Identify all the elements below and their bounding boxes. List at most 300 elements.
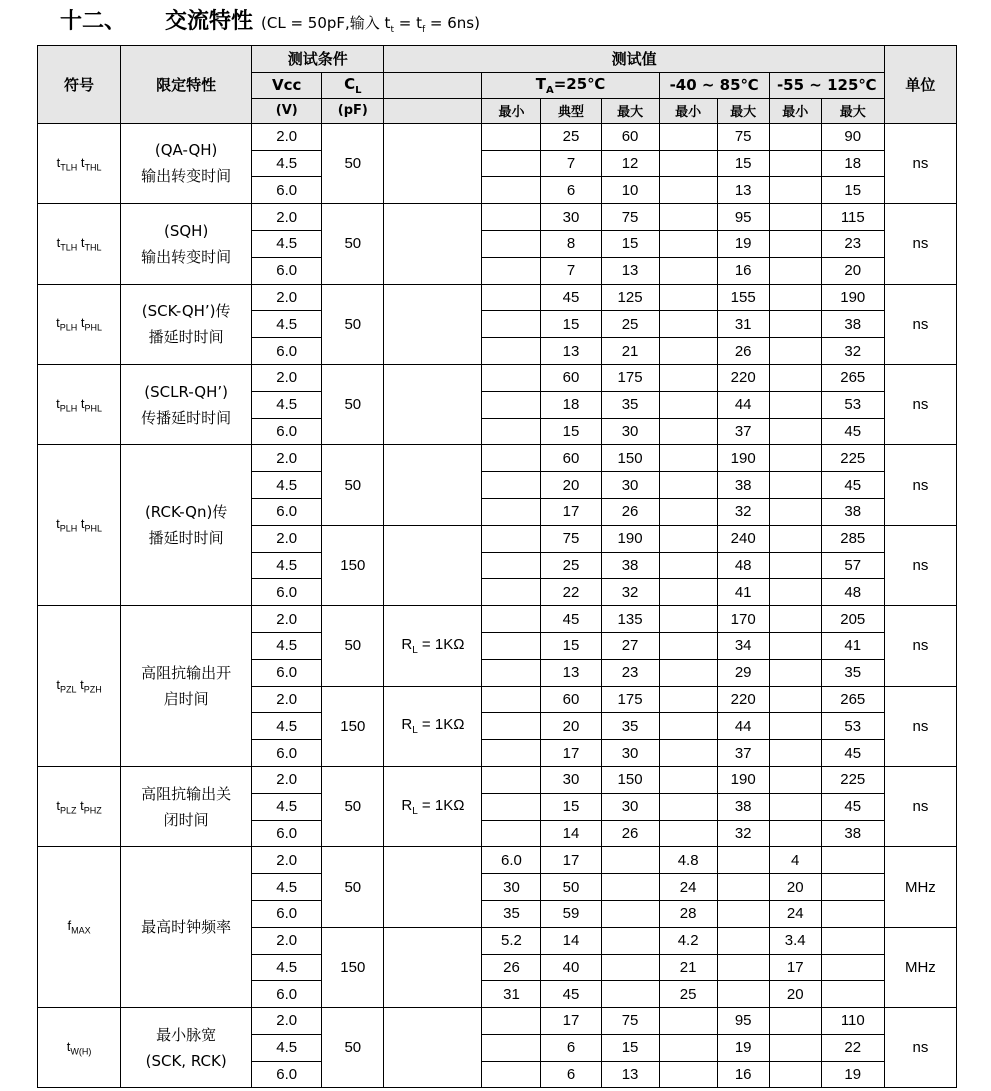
header-characteristic: 限定特性 xyxy=(121,46,252,124)
table-row xyxy=(38,445,957,472)
ta25-typ-cell: 59 xyxy=(541,900,601,927)
ta25-typ-cell: 25 xyxy=(541,123,601,150)
r125-max-cell: 19 xyxy=(821,1061,884,1088)
ta25-min-cell xyxy=(482,1008,541,1035)
vcc-cell: 2.0 xyxy=(252,766,322,793)
condition-cell: $R_L = 1K\Omega$ xyxy=(384,766,482,846)
r85-min-cell xyxy=(659,338,717,365)
header-min: 最小 xyxy=(769,98,821,123)
r85-min-cell xyxy=(659,740,717,767)
r85-min-cell xyxy=(659,418,717,445)
condition-cell xyxy=(384,284,482,364)
r85-min-cell xyxy=(659,472,717,499)
ta25-min-cell xyxy=(482,552,541,579)
r85-min-cell xyxy=(659,150,717,177)
vcc-cell: 6.0 xyxy=(252,900,322,927)
condition-cell xyxy=(384,1008,482,1088)
ta25-max-cell: 75 xyxy=(601,1008,659,1035)
vcc-cell: 2.0 xyxy=(252,686,322,713)
r125-max-cell: 48 xyxy=(821,579,884,606)
vcc-cell: 4.5 xyxy=(252,632,322,659)
vcc-cell: 6.0 xyxy=(252,338,322,365)
vcc-cell: 6.0 xyxy=(252,257,322,284)
r85-max-cell: 29 xyxy=(717,659,769,686)
ta25-min-cell xyxy=(482,632,541,659)
r125-min-cell xyxy=(769,284,821,311)
ta25-max-cell xyxy=(601,981,659,1008)
r125-max-cell: 45 xyxy=(821,740,884,767)
r125-max-cell: 38 xyxy=(821,820,884,847)
vcc-cell: 2.0 xyxy=(252,606,322,633)
r125-min-cell xyxy=(769,472,821,499)
vcc-cell: 2.0 xyxy=(252,927,322,954)
condition-cell xyxy=(384,847,482,927)
condition-cell xyxy=(384,525,482,605)
vcc-cell: 4.5 xyxy=(252,1034,322,1061)
ta25-min-cell xyxy=(482,391,541,418)
cl-cell: 150 xyxy=(322,927,384,1007)
r85-max-cell: 75 xyxy=(717,123,769,150)
r85-min-cell xyxy=(659,391,717,418)
ta25-min-cell: 35 xyxy=(482,900,541,927)
vcc-cell: 4.5 xyxy=(252,713,322,740)
ta25-min-cell xyxy=(482,150,541,177)
r85-max-cell: 32 xyxy=(717,820,769,847)
characteristic-cell: (SQH) 输出转变时间 xyxy=(121,204,252,284)
ta25-max-cell: 75 xyxy=(601,204,659,231)
r125-min-cell: 20 xyxy=(769,874,821,901)
condition-cell xyxy=(384,123,482,203)
table-row xyxy=(38,364,957,391)
cl-cell: 50 xyxy=(322,204,384,284)
ta25-max-cell: 35 xyxy=(601,391,659,418)
r85-min-cell xyxy=(659,1008,717,1035)
r85-min-cell: 4.2 xyxy=(659,927,717,954)
r85-max-cell: 44 xyxy=(717,391,769,418)
ta25-typ-cell: 45 xyxy=(541,284,601,311)
ta25-max-cell: 30 xyxy=(601,418,659,445)
cl-cell: 50 xyxy=(322,123,384,203)
symbol-cell: $f_{MAX}$ xyxy=(38,847,121,1008)
condition-cell xyxy=(384,364,482,444)
ta25-typ-cell: 25 xyxy=(541,552,601,579)
ta25-max-cell xyxy=(601,927,659,954)
cl-cell: 50 xyxy=(322,284,384,364)
header-vcc-unit: (V) xyxy=(252,98,322,123)
r125-max-cell: 41 xyxy=(821,632,884,659)
r125-min-cell xyxy=(769,606,821,633)
header-cl: $C_L$ xyxy=(322,72,384,98)
ta25-max-cell: 30 xyxy=(601,472,659,499)
vcc-cell: 2.0 xyxy=(252,1008,322,1035)
ta25-typ-cell: 17 xyxy=(541,847,601,874)
r85-max-cell: 16 xyxy=(717,257,769,284)
ta25-min-cell xyxy=(482,204,541,231)
r85-max-cell: 240 xyxy=(717,525,769,552)
ta25-typ-cell: 15 xyxy=(541,311,601,338)
ta25-min-cell xyxy=(482,284,541,311)
r85-min-cell xyxy=(659,445,717,472)
unit-cell: MHz xyxy=(884,927,956,1007)
unit-cell: ns xyxy=(884,606,956,686)
r85-min-cell xyxy=(659,686,717,713)
symbol-cell: $t_{PLH}$ $t_{PHL}$ xyxy=(38,445,121,606)
ta25-typ-cell: 6 xyxy=(541,1034,601,1061)
ta25-typ-cell: 60 xyxy=(541,686,601,713)
header-max: 最大 xyxy=(601,98,659,123)
header-blank xyxy=(384,98,482,123)
cl-cell: 50 xyxy=(322,847,384,927)
symbol-cell: $t_{PLH}$ $t_{PHL}$ xyxy=(38,284,121,364)
ta25-typ-cell: 22 xyxy=(541,579,601,606)
r85-max-cell: 31 xyxy=(717,311,769,338)
r125-min-cell xyxy=(769,204,821,231)
symbol-cell: $t_{TLH}$ $t_{THL}$ xyxy=(38,123,121,203)
ta25-max-cell: 26 xyxy=(601,498,659,525)
characteristic-cell: (QA-QH) 输出转变时间 xyxy=(121,123,252,203)
vcc-cell: 6.0 xyxy=(252,498,322,525)
header-vcc: Vcc xyxy=(252,72,322,98)
header-min: 最小 xyxy=(659,98,717,123)
r85-min-cell xyxy=(659,1034,717,1061)
cl-cell: 50 xyxy=(322,364,384,444)
ta25-typ-cell: 30 xyxy=(541,204,601,231)
r85-max-cell xyxy=(717,900,769,927)
header-cl-unit: (pF) xyxy=(322,98,384,123)
symbol-cell: $t_{PLH}$ $t_{PHL}$ xyxy=(38,364,121,444)
r85-max-cell: 95 xyxy=(717,204,769,231)
r85-min-cell: 25 xyxy=(659,981,717,1008)
r125-max-cell xyxy=(821,874,884,901)
symbol-cell: $t_{PLZ}$ $t_{PHZ}$ xyxy=(38,766,121,846)
r85-min-cell xyxy=(659,257,717,284)
r125-min-cell xyxy=(769,150,821,177)
r85-max-cell: 19 xyxy=(717,230,769,257)
ta25-typ-cell: 75 xyxy=(541,525,601,552)
ta25-min-cell xyxy=(482,820,541,847)
r125-max-cell xyxy=(821,847,884,874)
ta25-min-cell xyxy=(482,418,541,445)
r125-min-cell xyxy=(769,1034,821,1061)
ta25-max-cell: 15 xyxy=(601,230,659,257)
ta25-max-cell: 135 xyxy=(601,606,659,633)
table-row xyxy=(38,204,957,231)
r125-min-cell xyxy=(769,820,821,847)
symbol-cell: $t_{TLH}$ $t_{THL}$ xyxy=(38,204,121,284)
ta25-min-cell: 6.0 xyxy=(482,847,541,874)
ta25-typ-cell: 60 xyxy=(541,364,601,391)
header-test-conditions: 测试条件 xyxy=(252,46,384,73)
r125-min-cell xyxy=(769,311,821,338)
r85-min-cell xyxy=(659,364,717,391)
header-test-values: 测试值 xyxy=(384,46,884,73)
ta25-max-cell: 190 xyxy=(601,525,659,552)
ta25-typ-cell: 13 xyxy=(541,659,601,686)
symbol-cell: $t_{PZL}$ $t_{PZH}$ xyxy=(38,606,121,767)
r85-max-cell: 37 xyxy=(717,418,769,445)
ta25-typ-cell: 17 xyxy=(541,1008,601,1035)
vcc-cell: 4.5 xyxy=(252,874,322,901)
ta25-min-cell xyxy=(482,579,541,606)
vcc-cell: 4.5 xyxy=(252,311,322,338)
r125-min-cell: 4 xyxy=(769,847,821,874)
vcc-cell: 4.5 xyxy=(252,552,322,579)
r125-min-cell xyxy=(769,364,821,391)
ta25-max-cell: 150 xyxy=(601,445,659,472)
ta25-typ-cell: 30 xyxy=(541,766,601,793)
r125-min-cell xyxy=(769,257,821,284)
r85-max-cell: 155 xyxy=(717,284,769,311)
r125-min-cell xyxy=(769,418,821,445)
unit-cell: ns xyxy=(884,204,956,284)
r85-min-cell xyxy=(659,230,717,257)
r125-max-cell: 53 xyxy=(821,391,884,418)
r85-min-cell xyxy=(659,311,717,338)
cl-cell: 50 xyxy=(322,445,384,525)
r85-min-cell xyxy=(659,123,717,150)
r85-max-cell xyxy=(717,927,769,954)
header-range-85: -40 ~ 85℃ xyxy=(659,72,769,98)
r125-min-cell xyxy=(769,445,821,472)
characteristic-cell: 高阻抗输出关 闭时间 xyxy=(121,766,252,846)
r85-min-cell xyxy=(659,820,717,847)
section-title: 交流特性 xyxy=(165,9,254,34)
condition-cell xyxy=(384,204,482,284)
characteristic-cell: 高阻抗输出开 启时间 xyxy=(121,606,252,767)
r85-min-cell: 28 xyxy=(659,900,717,927)
r85-max-cell: 220 xyxy=(717,686,769,713)
header-unit: 单位 xyxy=(884,46,956,124)
r85-max-cell: 190 xyxy=(717,445,769,472)
r125-min-cell xyxy=(769,177,821,204)
r85-min-cell xyxy=(659,525,717,552)
ta25-max-cell xyxy=(601,900,659,927)
ta25-max-cell xyxy=(601,874,659,901)
ta25-min-cell xyxy=(482,498,541,525)
r85-max-cell: 44 xyxy=(717,713,769,740)
ta25-max-cell: 32 xyxy=(601,579,659,606)
ta25-typ-cell: 15 xyxy=(541,632,601,659)
r125-min-cell xyxy=(769,659,821,686)
ta25-max-cell xyxy=(601,847,659,874)
r85-min-cell xyxy=(659,606,717,633)
ta25-min-cell xyxy=(482,793,541,820)
ta25-max-cell: 25 xyxy=(601,311,659,338)
r85-min-cell xyxy=(659,1061,717,1088)
characteristic-cell: 最小脉宽 (SCK, RCK) xyxy=(121,1008,252,1088)
characteristic-cell: 最高时钟频率 xyxy=(121,847,252,1008)
r85-max-cell xyxy=(717,874,769,901)
r85-max-cell: 15 xyxy=(717,150,769,177)
r125-max-cell xyxy=(821,927,884,954)
r85-max-cell: 38 xyxy=(717,793,769,820)
ta25-max-cell: 13 xyxy=(601,257,659,284)
vcc-cell: 6.0 xyxy=(252,820,322,847)
test-condition-note: (CL = 50pF,输入 $t_t = t_f = 6ns$) xyxy=(261,14,480,35)
vcc-cell: 2.0 xyxy=(252,847,322,874)
ta25-max-cell: 30 xyxy=(601,793,659,820)
r85-max-cell: 170 xyxy=(717,606,769,633)
vcc-cell: 6.0 xyxy=(252,177,322,204)
r85-min-cell: 4.8 xyxy=(659,847,717,874)
r125-max-cell: 110 xyxy=(821,1008,884,1035)
characteristic-cell: (RCK-Qn)传 播延时时间 xyxy=(121,445,252,606)
vcc-cell: 6.0 xyxy=(252,1061,322,1088)
ta25-typ-cell: 13 xyxy=(541,338,601,365)
header-max: 最大 xyxy=(821,98,884,123)
r125-max-cell: 20 xyxy=(821,257,884,284)
r85-min-cell xyxy=(659,632,717,659)
header-min: 最小 xyxy=(482,98,541,123)
r125-max-cell: 225 xyxy=(821,445,884,472)
cl-cell: 50 xyxy=(322,766,384,846)
ta25-min-cell xyxy=(482,525,541,552)
r85-max-cell: 26 xyxy=(717,338,769,365)
table-row xyxy=(38,606,957,633)
ta25-min-cell xyxy=(482,740,541,767)
ta25-min-cell xyxy=(482,123,541,150)
r85-max-cell: 41 xyxy=(717,579,769,606)
r85-max-cell: 34 xyxy=(717,632,769,659)
ta25-max-cell: 38 xyxy=(601,552,659,579)
ta25-typ-cell: 18 xyxy=(541,391,601,418)
ta25-min-cell xyxy=(482,338,541,365)
r85-min-cell xyxy=(659,766,717,793)
r125-min-cell: 20 xyxy=(769,981,821,1008)
vcc-cell: 4.5 xyxy=(252,472,322,499)
ta25-typ-cell: 60 xyxy=(541,445,601,472)
unit-cell: ns xyxy=(884,1008,956,1088)
ta25-typ-cell: 6 xyxy=(541,177,601,204)
r125-max-cell: 285 xyxy=(821,525,884,552)
r85-min-cell xyxy=(659,713,717,740)
r125-min-cell xyxy=(769,498,821,525)
condition-cell xyxy=(384,927,482,1007)
unit-cell: ns xyxy=(884,284,956,364)
table-row xyxy=(38,284,957,311)
r85-max-cell: 48 xyxy=(717,552,769,579)
ta25-min-cell xyxy=(482,1061,541,1088)
r125-min-cell xyxy=(769,579,821,606)
r125-min-cell xyxy=(769,123,821,150)
r85-max-cell: 220 xyxy=(717,364,769,391)
r125-min-cell xyxy=(769,1061,821,1088)
r125-max-cell xyxy=(821,981,884,1008)
r125-max-cell: 265 xyxy=(821,364,884,391)
r85-min-cell xyxy=(659,552,717,579)
vcc-cell: 4.5 xyxy=(252,793,322,820)
r125-min-cell xyxy=(769,686,821,713)
ta25-min-cell xyxy=(482,766,541,793)
cl-cell: 150 xyxy=(322,686,384,766)
r125-min-cell xyxy=(769,713,821,740)
header-range-125: -55 ~ 125℃ xyxy=(769,72,884,98)
r125-max-cell: 35 xyxy=(821,659,884,686)
r85-min-cell xyxy=(659,177,717,204)
ta25-max-cell: 175 xyxy=(601,364,659,391)
table-row xyxy=(38,847,957,874)
vcc-cell: 6.0 xyxy=(252,740,322,767)
ta25-min-cell xyxy=(482,257,541,284)
vcc-cell: 6.0 xyxy=(252,579,322,606)
r85-min-cell xyxy=(659,659,717,686)
r85-min-cell xyxy=(659,579,717,606)
ta25-typ-cell: 15 xyxy=(541,793,601,820)
ta25-min-cell: 31 xyxy=(482,981,541,1008)
ta25-typ-cell: 14 xyxy=(541,820,601,847)
header-max: 最大 xyxy=(717,98,769,123)
cl-cell: 50 xyxy=(322,606,384,686)
r125-min-cell xyxy=(769,338,821,365)
ta25-max-cell: 150 xyxy=(601,766,659,793)
ta25-min-cell xyxy=(482,1034,541,1061)
ta25-typ-cell: 7 xyxy=(541,150,601,177)
ta25-max-cell: 30 xyxy=(601,740,659,767)
r85-min-cell xyxy=(659,793,717,820)
r85-max-cell xyxy=(717,847,769,874)
table-row xyxy=(38,1008,957,1035)
r125-min-cell xyxy=(769,230,821,257)
ta25-min-cell: 5.2 xyxy=(482,927,541,954)
ta25-typ-cell: 45 xyxy=(541,981,601,1008)
ta25-max-cell: 12 xyxy=(601,150,659,177)
vcc-cell: 6.0 xyxy=(252,418,322,445)
unit-cell: ns xyxy=(884,686,956,766)
ta25-max-cell: 60 xyxy=(601,123,659,150)
ta25-max-cell: 10 xyxy=(601,177,659,204)
ta25-min-cell xyxy=(482,445,541,472)
r85-max-cell: 95 xyxy=(717,1008,769,1035)
r125-min-cell xyxy=(769,766,821,793)
unit-cell: ns xyxy=(884,445,956,525)
r125-min-cell xyxy=(769,391,821,418)
ta25-typ-cell: 40 xyxy=(541,954,601,981)
r85-max-cell: 32 xyxy=(717,498,769,525)
ta25-typ-cell: 8 xyxy=(541,230,601,257)
r125-max-cell xyxy=(821,900,884,927)
r125-max-cell xyxy=(821,954,884,981)
r125-min-cell xyxy=(769,1008,821,1035)
r125-max-cell: 190 xyxy=(821,284,884,311)
ta25-min-cell xyxy=(482,364,541,391)
ta25-typ-cell: 6 xyxy=(541,1061,601,1088)
cl-cell: 50 xyxy=(322,1008,384,1088)
ta25-max-cell: 15 xyxy=(601,1034,659,1061)
ta25-typ-cell: 50 xyxy=(541,874,601,901)
condition-cell xyxy=(384,445,482,525)
r125-max-cell: 53 xyxy=(821,713,884,740)
r125-max-cell: 90 xyxy=(821,123,884,150)
unit-cell: ns xyxy=(884,123,956,203)
ta25-max-cell xyxy=(601,954,659,981)
unit-cell: ns xyxy=(884,766,956,846)
ta25-min-cell: 30 xyxy=(482,874,541,901)
r125-max-cell: 38 xyxy=(821,311,884,338)
r85-max-cell xyxy=(717,981,769,1008)
ac-characteristics-table xyxy=(37,45,957,1088)
r85-max-cell: 37 xyxy=(717,740,769,767)
ta25-typ-cell: 17 xyxy=(541,498,601,525)
condition-cell: $R_L = 1K\Omega$ xyxy=(384,606,482,686)
ta25-min-cell xyxy=(482,472,541,499)
r125-max-cell: 32 xyxy=(821,338,884,365)
r125-max-cell: 45 xyxy=(821,472,884,499)
vcc-cell: 2.0 xyxy=(252,284,322,311)
ta25-min-cell xyxy=(482,713,541,740)
ta25-typ-cell: 17 xyxy=(541,740,601,767)
r125-max-cell: 22 xyxy=(821,1034,884,1061)
r125-min-cell xyxy=(769,632,821,659)
